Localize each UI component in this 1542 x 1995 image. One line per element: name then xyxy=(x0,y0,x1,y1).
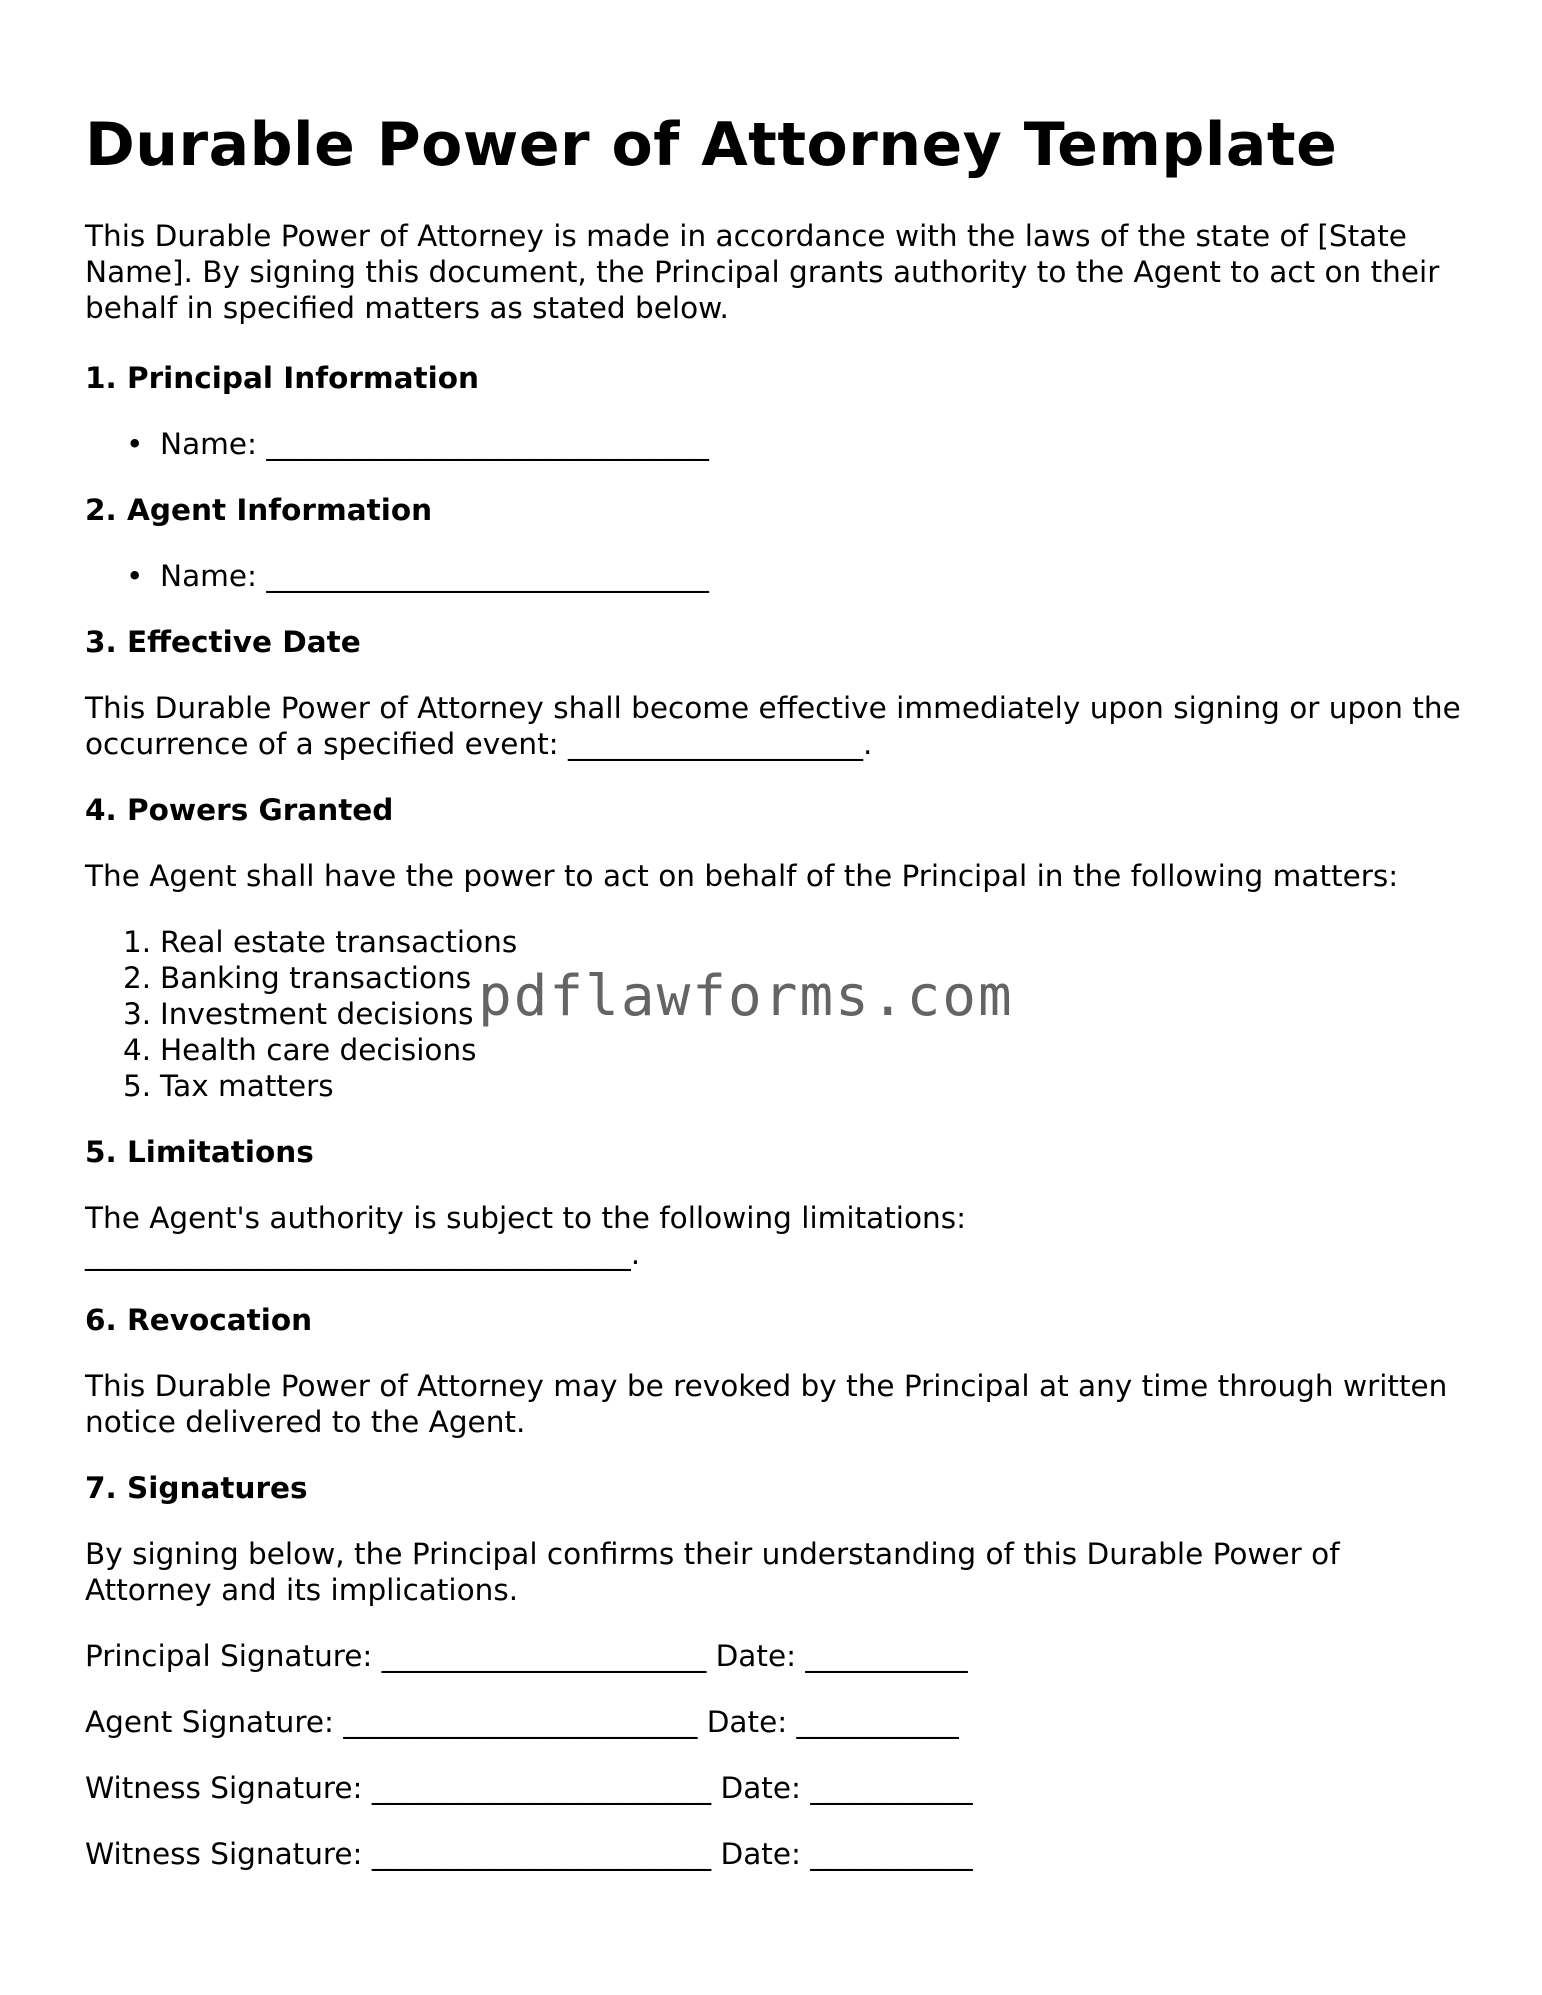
list-item: 4. Health care decisions xyxy=(123,1033,477,1067)
section-heading-signatures: 7. Signatures xyxy=(85,1471,308,1505)
agent-signature-line: Agent Signature: ________________________ Date: ___________ xyxy=(85,1705,959,1739)
section-heading-principal: 1. Principal Information xyxy=(85,361,480,395)
list-item: 2. Banking transactions xyxy=(123,961,472,995)
document-title: Durable Power of Attorney Template xyxy=(85,110,1338,180)
list-item: 1. Real estate transactions xyxy=(123,925,518,959)
powers-paragraph: The Agent shall have the power to act on behalf of the Principal in the following matters: xyxy=(85,859,1399,893)
effective-date-paragraph: This Durable Power of Attorney shall become effective immediately upon signing or upon the occurrence of a specified event: ____________________. xyxy=(85,691,1461,761)
intro-paragraph: This Durable Power of Attorney is made in accordance with the laws of the state of [State Name]. By signing this document, the Principal grants authority to the Agent to act on their behalf in specified matters as stated below. xyxy=(85,219,1440,325)
agent-list xyxy=(85,558,1475,594)
signatures-paragraph: By signing below, the Principal confirms their understanding of this Durable Power of Attorney and its implications. xyxy=(85,1537,1340,1607)
agent-name-line: • Name: ______________________________ xyxy=(85,558,1475,594)
watermark: pdflawforms.com xyxy=(478,964,1014,1029)
witness-signature-line-2: Witness Signature: _______________________ Date: ___________ xyxy=(85,1837,973,1871)
list-item: 5. Tax matters xyxy=(123,1069,334,1103)
section-heading-agent: 2. Agent Information xyxy=(85,493,433,527)
revocation-paragraph: This Durable Power of Attorney may be revoked by the Principal at any time through written notice delivered to the Agent. xyxy=(85,1369,1448,1439)
section-heading-effective-date: 3. Effective Date xyxy=(85,625,361,659)
principal-signature-line: Principal Signature: ______________________ Date: ___________ xyxy=(85,1639,968,1673)
principal-list xyxy=(85,426,1475,462)
document-page xyxy=(85,0,1475,1872)
section-heading-limitations: 5. Limitations xyxy=(85,1135,314,1169)
section-heading-powers: 4. Powers Granted xyxy=(85,793,394,827)
section-heading-revocation: 6. Revocation xyxy=(85,1303,313,1337)
limitations-paragraph: The Agent's authority is subject to the following limitations: _____________________________________. xyxy=(85,1201,967,1271)
principal-name-line: • Name: ______________________________ xyxy=(85,426,1475,462)
list-item: 3. Investment decisions xyxy=(123,997,474,1031)
witness-signature-line-1: Witness Signature: _______________________ Date: ___________ xyxy=(85,1771,973,1805)
